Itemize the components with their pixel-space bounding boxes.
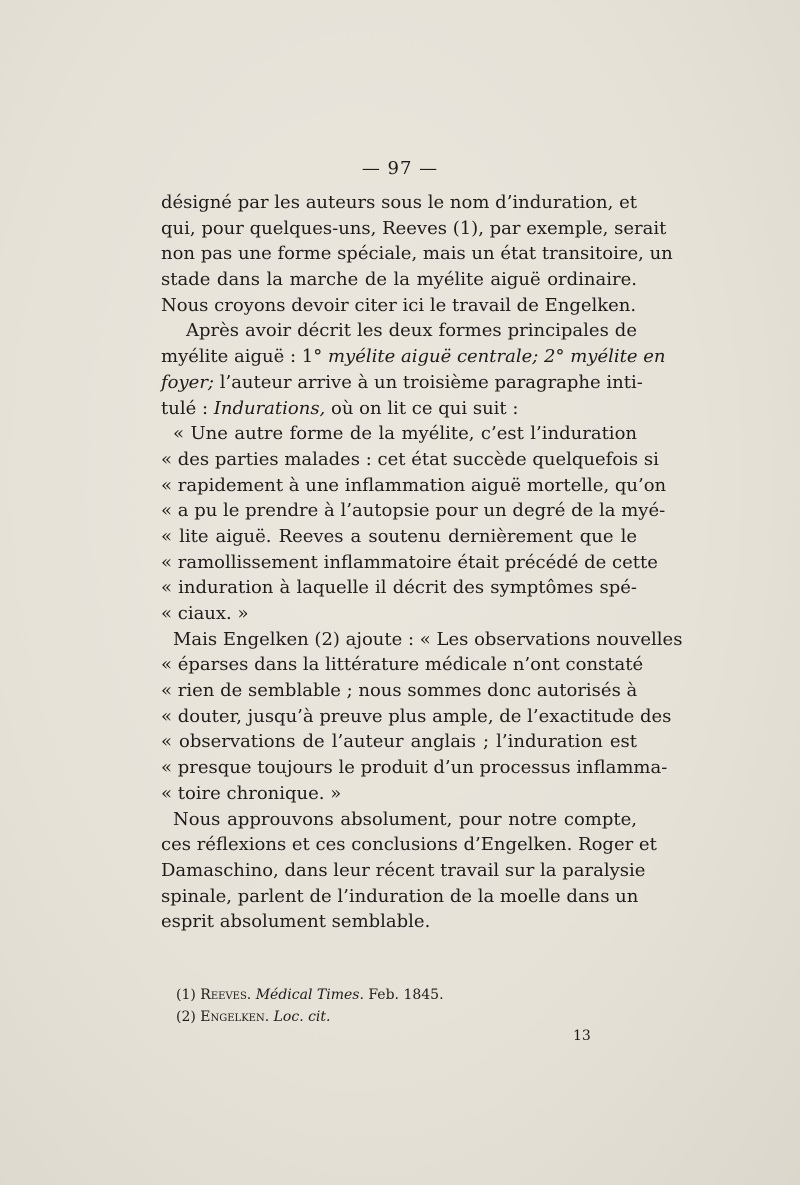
quote-line: « rien de semblable ; nous sommes donc autorisés à	[161, 680, 638, 702]
text-line: Après avoir décrit les deux formes principales de	[186, 320, 637, 342]
footnote-title: Médical Times.	[255, 987, 364, 1003]
text-line	[161, 344, 666, 370]
text-line	[161, 370, 643, 396]
footnote-author: Reeves.	[200, 987, 252, 1003]
footnote-number: (1)	[176, 987, 196, 1003]
quote-line: « rapidement à une inflammation aiguë mortelle, qu’on	[161, 474, 667, 496]
text-line	[161, 396, 637, 422]
text-span: où on lit ce qui suit :	[325, 397, 519, 419]
text-span: tulé :	[161, 397, 214, 419]
text-line: Nous croyons devoir citer ici le travail de Engelken.	[161, 294, 637, 316]
text-line: Damaschino, dans leur récent travail sur la paralysie	[161, 859, 646, 881]
italic-span: myélite aiguë centrale; 2° myélite en	[327, 346, 666, 368]
text-line: Mais Engelken (2) ajoute : « Les observations nouvelles	[173, 628, 683, 650]
italic-span: foyer;	[161, 371, 214, 393]
text-line: stade dans la marche de la myélite aiguë ordinaire.	[161, 269, 637, 291]
footnote-1	[176, 984, 616, 1006]
footnote-detail: Feb. 1845.	[368, 987, 444, 1003]
text-line: non pas une forme spéciale, mais un état transitoire, un	[161, 243, 673, 265]
quote-line: « des parties malades : cet état succède quelquefois si	[161, 448, 659, 470]
quote-line: « observations de l’auteur anglais ; l’induration est	[161, 731, 637, 753]
text-line: Nous approuvons absolument, pour notre compte,	[173, 808, 637, 830]
quote-line: « induration à laquelle il décrit des symptômes spé-	[161, 577, 637, 599]
footnote-2	[176, 1006, 616, 1028]
quote-line: « douter, jusqu’à preuve plus ample, de l’exactitude des	[161, 705, 672, 727]
text-line: spinale, parlent de l’induration de la moelle dans un	[161, 885, 639, 907]
quote-line: « ramollissement inflammatoire était précédé de cette	[161, 551, 658, 573]
quote-line: « éparses dans la littérature médicale n’ont constaté	[161, 654, 644, 676]
quote-line: « toire chronique. »	[161, 782, 342, 804]
footnote-title: Loc. cit.	[273, 1009, 331, 1025]
text-span: l’auteur arrive à un troisième paragraphe inti-	[214, 371, 643, 393]
footnotes	[176, 984, 616, 1028]
text-line: qui, pour quelques-uns, Reeves (1), par exemple, serait	[161, 217, 667, 239]
text-span: myélite aiguë : 1°	[161, 346, 328, 368]
page-number: — 97 —	[361, 158, 439, 179]
body-text	[161, 190, 683, 935]
quote-line: « a pu le prendre à l’autopsie pour un degré de la myé-	[161, 500, 666, 522]
signature-mark: 13	[573, 1028, 591, 1044]
italic-span: Indurations,	[213, 397, 326, 419]
text-line: ces réflexions et ces conclusions d’Engelken. Roger et	[161, 834, 657, 856]
text-line: désigné par les auteurs sous le nom d’induration, et	[161, 192, 637, 213]
footnote-author: Engelken.	[200, 1009, 270, 1025]
quote-line: « lite aiguë. Reeves a soutenu dernièrement que le	[161, 525, 637, 547]
quote-line: « presque toujours le produit d’un processus inflamma-	[161, 757, 668, 779]
footnote-number: (2)	[176, 1009, 196, 1025]
quote-line: « Une autre forme de la myélite, c’est l’induration	[173, 423, 637, 445]
text-line: esprit absolument semblable.	[161, 911, 431, 933]
quote-line: « ciaux. »	[161, 603, 249, 624]
